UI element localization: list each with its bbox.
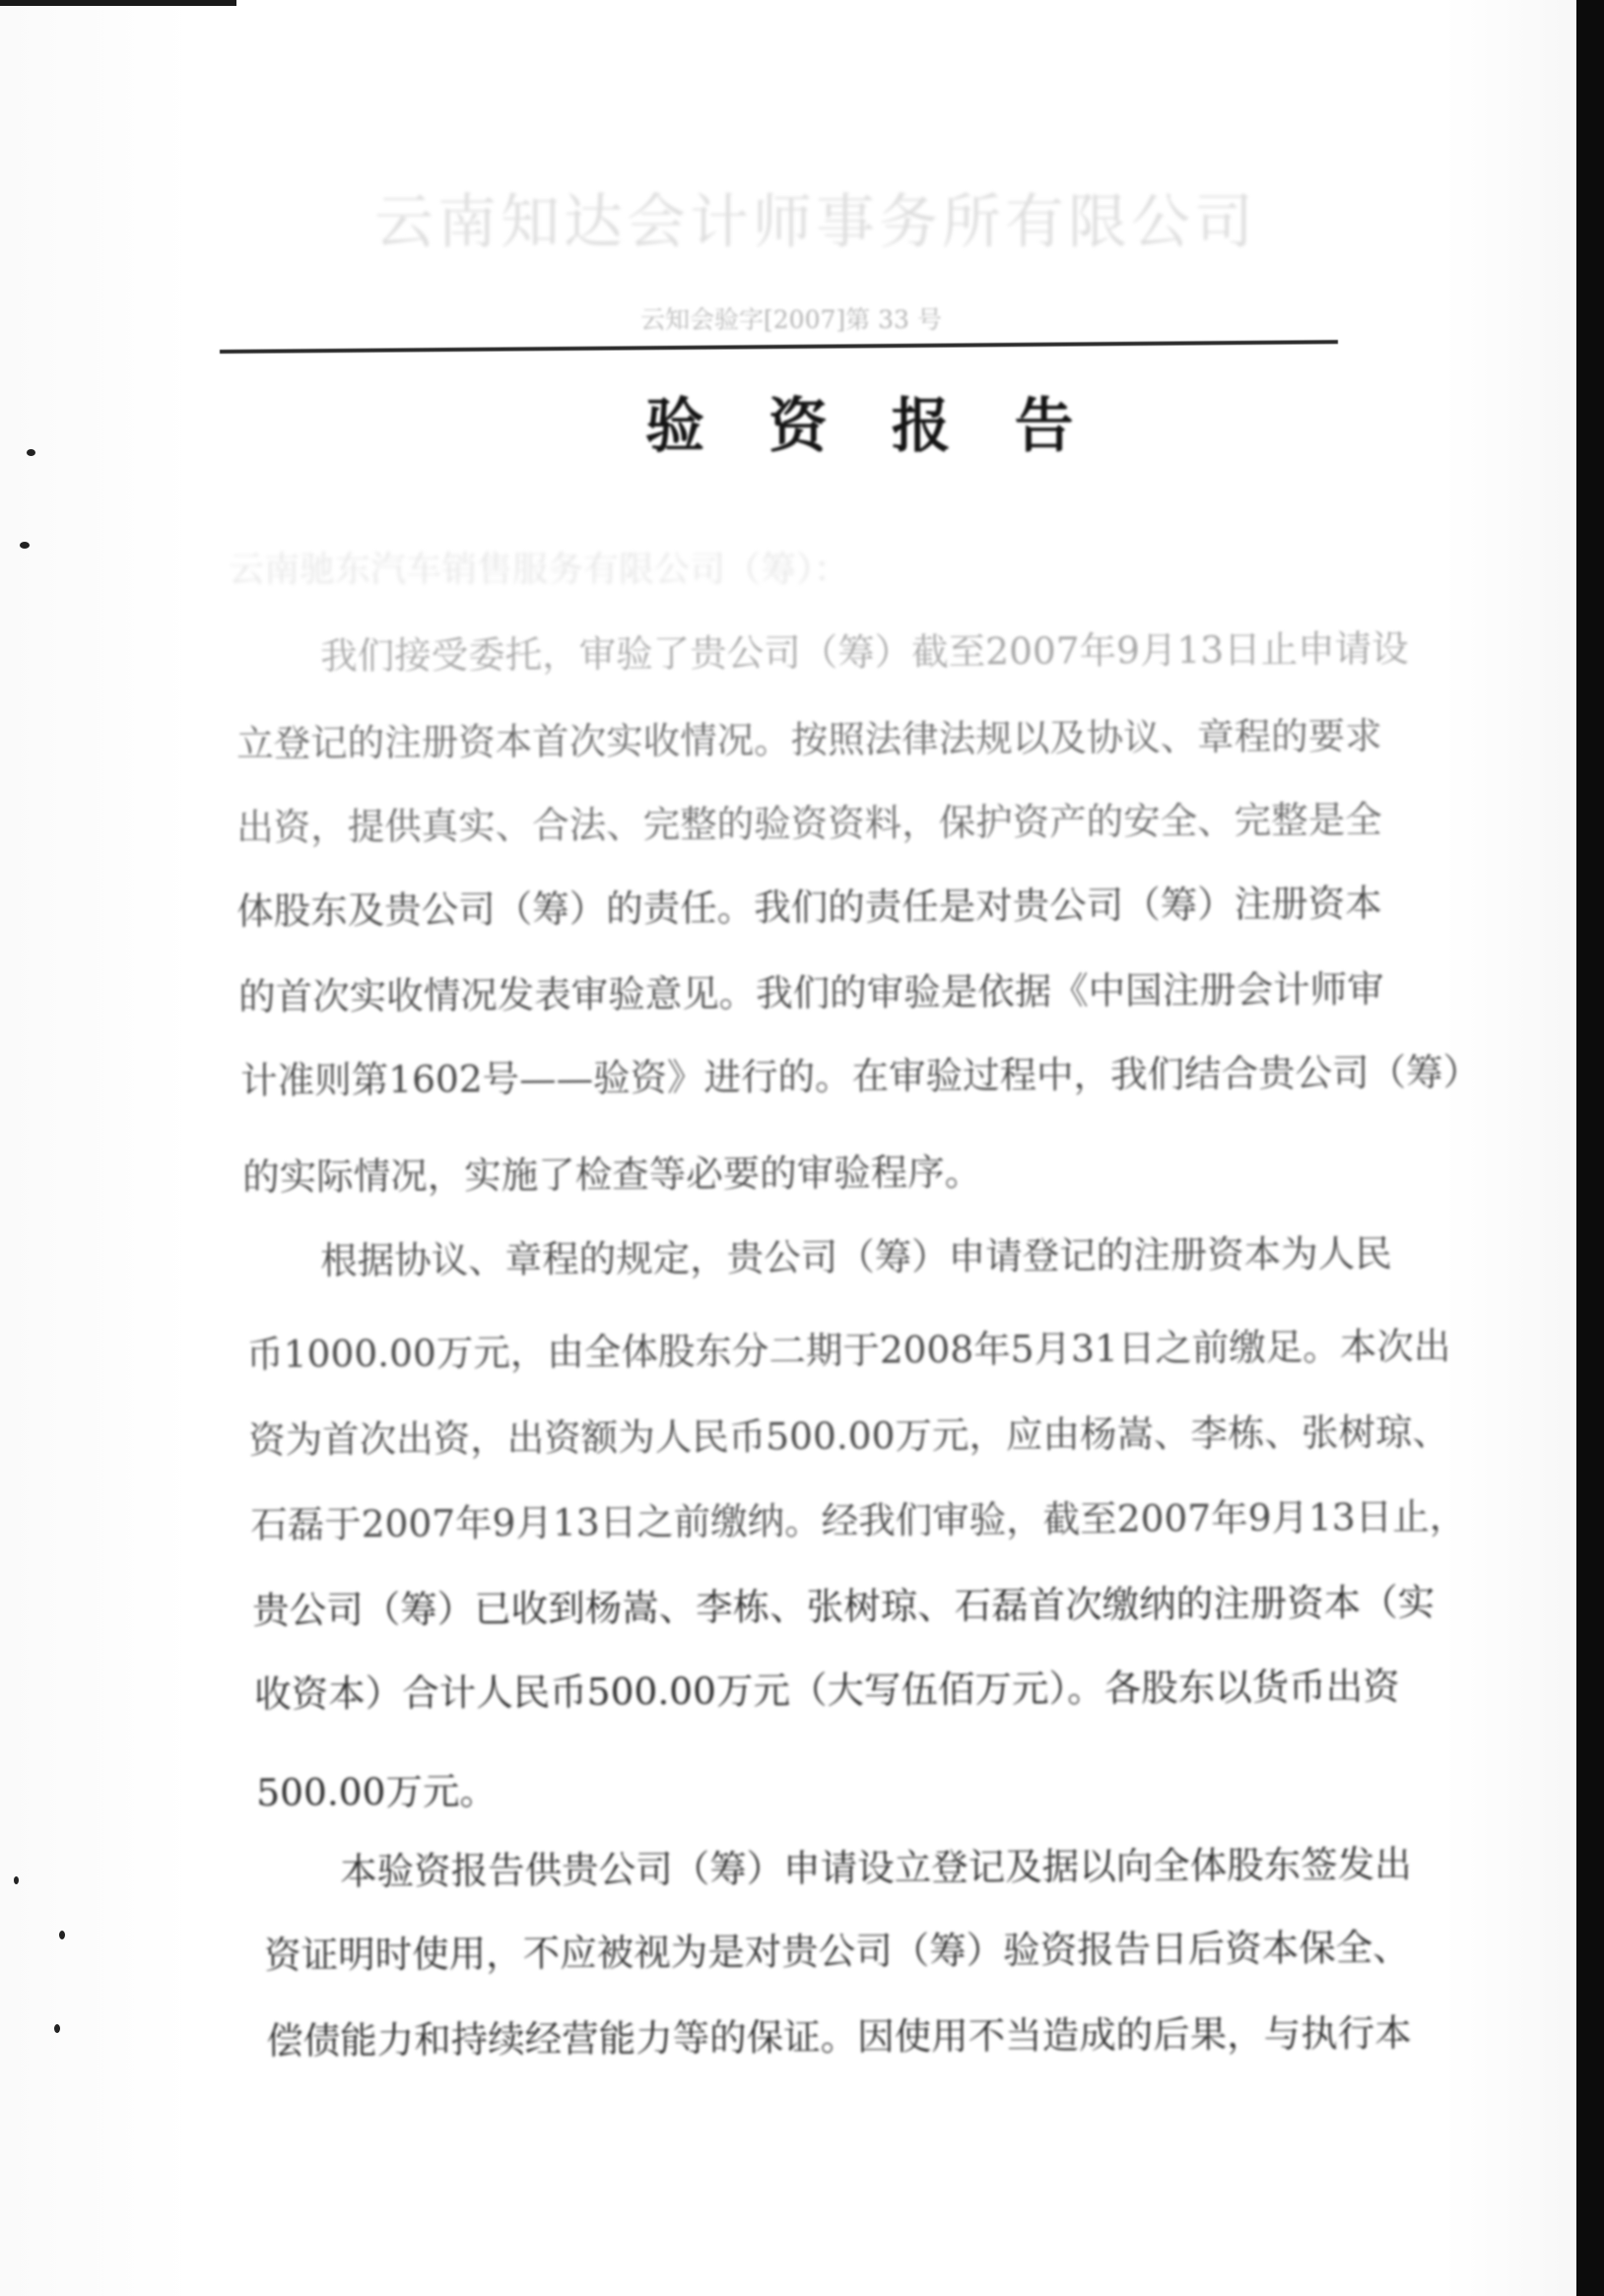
scan-speck [27, 449, 35, 456]
body-line: 本验资报告供贵公司（筹）申请设立登记及据以向全体股东签发出 [340, 1842, 1412, 1893]
addressee: 云南驰东汽车销售服务有限公司（筹）： [229, 550, 850, 590]
body-line: 根据协议、章程的规定，贵公司（筹）申请登记的注册资本为人民 [320, 1231, 1392, 1282]
body-line: 我们接受委托，审验了贵公司（筹）截至2007年9月13日止申请设 [320, 626, 1409, 678]
body-line: 体股东及贵公司（筹）的责任。我们的责任是对贵公司（筹）注册资本 [236, 881, 1382, 933]
scan-speck [59, 1931, 65, 1939]
document-number: 云知会验字[2007]第 33 号 [640, 305, 942, 334]
scan-speck [54, 2024, 60, 2033]
body-line: 币1000.00万元，由全体股东分二期于2008年5月31日之前缴足。本次出 [246, 1324, 1451, 1376]
body-line: 计准则第1602号——验资》进行的。在审验过程中，我们结合贵公司（筹） [240, 1050, 1481, 1102]
body-line: 的实际情况，实施了检查等必要的审验程序。 [242, 1149, 982, 1199]
header-rule [220, 340, 1338, 354]
body-line: 立登记的注册资本首次实收情况。按照法律法规以及协议、章程的要求 [236, 713, 1382, 765]
scan-speck [14, 1876, 19, 1884]
scan-speck [20, 542, 30, 549]
body-line: 贵公司（筹）已收到杨嵩、李栋、张树琼、石磊首次缴纳的注册资本（实 [252, 1580, 1436, 1632]
scan-shadow-top [0, 0, 236, 6]
document-title: 验 资 报 告 [645, 392, 1096, 461]
body-line: 偿债能力和持续经营能力等的保证。因使用不当造成的后果，与执行本 [266, 2010, 1412, 2063]
scan-shadow-right [1576, 0, 1604, 2296]
body-line: 资为首次出资，出资额为人民币500.00万元，应由杨嵩、李栋、张树琼、 [248, 1410, 1450, 1462]
body-line: 收资本）合计人民币500.00万元（大写伍佰万元）。各股东以货币出资 [254, 1664, 1400, 1716]
firm-name: 云南知达会计师事务所有限公司 [374, 188, 1257, 257]
body-line: 石磊于2007年9月13日之前缴纳。经我们审验，截至2007年9月13日止， [250, 1494, 1467, 1546]
body-line: 出资，提供真实、合法、完整的验资资料，保护资产的安全、完整是全 [236, 797, 1382, 849]
body-line: 500.00万元。 [256, 1769, 498, 1814]
body-line: 资证明时使用，不应被视为是对贵公司（筹）验资报告日后资本保全、 [264, 1925, 1410, 1977]
body-line: 的首次实收情况发表审验意见。我们的审验是依据《中国注册会计师审 [238, 966, 1384, 1018]
